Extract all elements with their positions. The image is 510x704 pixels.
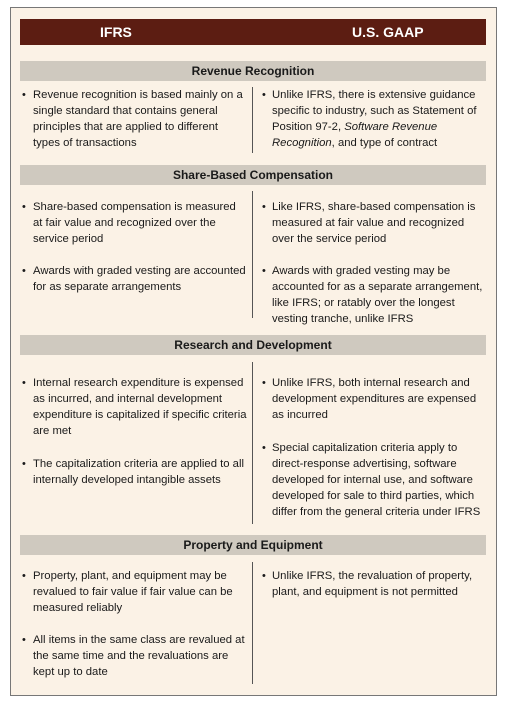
bullet-icon: • bbox=[22, 89, 26, 101]
section-title-research: Research and Development bbox=[20, 335, 486, 355]
column-divider bbox=[252, 191, 253, 318]
ifrs-revenue-item-1: Revenue recognition is based mainly on a single standard that contains general principles that are applied to different types of transactions bbox=[33, 89, 243, 149]
bullet-icon: • bbox=[22, 265, 26, 277]
gaap-revenue-italic-title: Software Revenue Recognition bbox=[272, 121, 438, 149]
ifrs-research-item-1: Internal research expenditure is expensed as incurred, and internal development expenditure is capitalized if specific criteria are met bbox=[33, 377, 247, 437]
table-header bbox=[20, 19, 486, 45]
gaap-revenue-text-start: Unlike IFRS, there is extensive guidance specific to industry, such as Statement of Position 97-2, bbox=[272, 89, 477, 133]
gaap-revenue-text-end: , and type of contract bbox=[331, 137, 438, 149]
section-title-revenue: Revenue Recognition bbox=[20, 61, 486, 81]
bullet-icon: • bbox=[22, 458, 26, 470]
ifrs-property-item-2: All items in the same class are revalued at the same time and the revaluations are kept up to date bbox=[33, 634, 245, 678]
gaap-column-heading: U.S. GAAP bbox=[352, 24, 424, 40]
gaap-revenue-item-1 bbox=[272, 87, 487, 151]
bullet-icon: • bbox=[22, 634, 26, 646]
gaap-research-item-2: Special capitalization criteria apply to direct-response advertising, software developed for internal use, and software developed for sale to third parties, which differ from the general criteria under IFRS bbox=[272, 442, 481, 518]
column-divider bbox=[252, 362, 253, 524]
gaap-share-item-1: Like IFRS, share-based compensation is measured at fair value and recognized over the service period bbox=[272, 201, 476, 245]
bullet-icon: • bbox=[262, 377, 266, 389]
gaap-research-item-1: Unlike IFRS, both internal research and development expenditures are expensed as incurred bbox=[272, 377, 477, 421]
ifrs-column-heading: IFRS bbox=[100, 24, 132, 40]
gaap-property-item-1: Unlike IFRS, the revaluation of property, plant, and equipment is not permitted bbox=[272, 570, 473, 598]
bullet-icon: • bbox=[262, 442, 266, 454]
gaap-share-item-2: Awards with graded vesting may be accounted for as a separate arrangement, like IFRS; or ratably over the longest vesting tranche, unlike IFRS bbox=[272, 265, 483, 325]
bullet-icon: • bbox=[262, 265, 266, 277]
ifrs-share-item-1: Share-based compensation is measured at fair value and recognized over the service period bbox=[33, 201, 236, 245]
section-title-property: Property and Equipment bbox=[20, 535, 486, 555]
section-title-share: Share-Based Compensation bbox=[20, 165, 486, 185]
column-divider bbox=[252, 87, 253, 153]
bullet-icon: • bbox=[262, 201, 266, 213]
bullet-icon: • bbox=[22, 570, 26, 582]
bullet-icon: • bbox=[262, 570, 266, 582]
bullet-icon: • bbox=[22, 377, 26, 389]
ifrs-property-item-1: Property, plant, and equipment may be revalued to fair value if fair value can be measured reliably bbox=[33, 570, 233, 614]
ifrs-share-item-2: Awards with graded vesting are accounted for as separate arrangements bbox=[33, 265, 246, 293]
bullet-icon: • bbox=[22, 201, 26, 213]
column-divider bbox=[252, 562, 253, 684]
ifrs-research-item-2: The capitalization criteria are applied to all internally developed intangible assets bbox=[33, 458, 244, 486]
bullet-icon: • bbox=[262, 89, 266, 101]
